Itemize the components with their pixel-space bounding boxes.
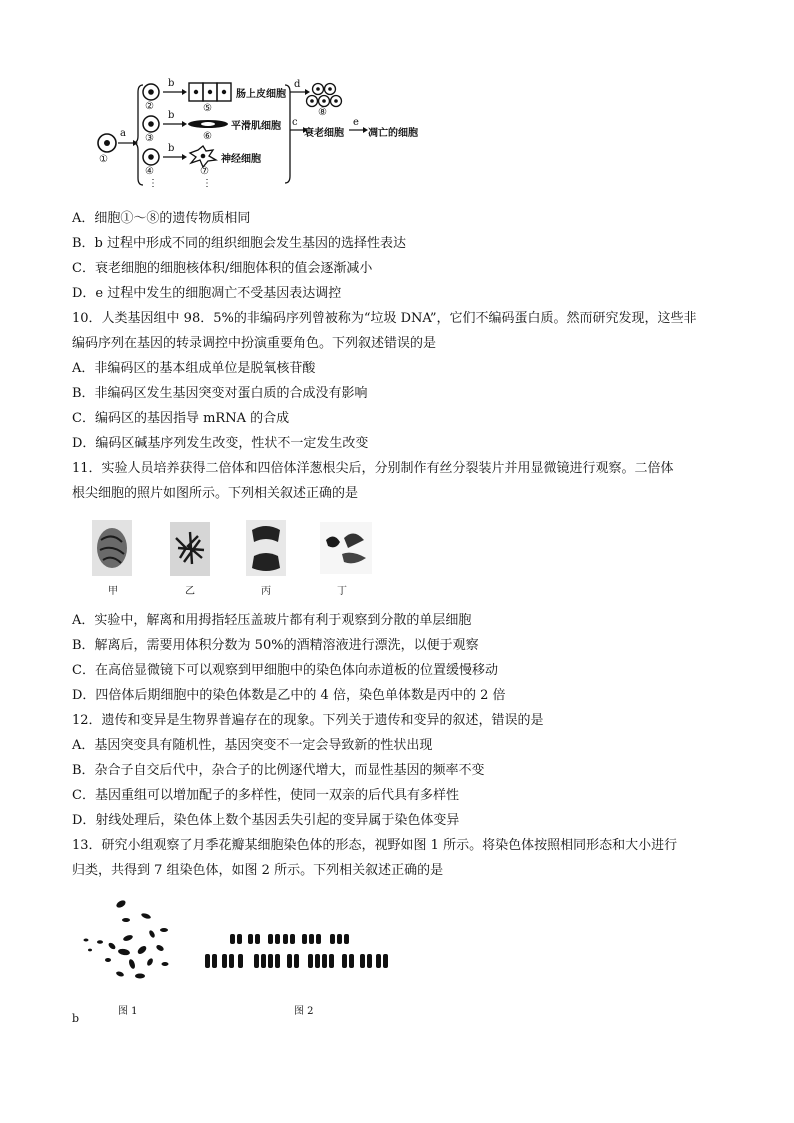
q11-option-a: A．实验中，解离和用拇指轻压盖玻片都有利于观察到分散的单层细胞: [72, 613, 472, 628]
intestinal-cell-label: 肠上皮细胞: [236, 89, 286, 100]
q11-option-c: C．在高倍显微镜下可以观察到甲细胞中的染色体向赤道板的位置缓慢移动: [72, 663, 498, 678]
arrow-d-label: d: [294, 79, 301, 90]
dead-cell-label: 凋亡的细胞: [368, 128, 418, 139]
arrow-a-label: a: [120, 128, 126, 139]
cell-5-label: ⑤: [203, 103, 212, 114]
q11-option-b: B．解离后，需要用体积分数为 50%的酒精溶液进行漂洗，以便于观察: [72, 638, 479, 653]
q12-option-b: B．杂合子自交后代中，杂合子的比例逐代增大，而显性基因的频率不变: [72, 763, 485, 778]
q12-option-c: C．基因重组可以增加配子的多样性，使同一双亲的后代具有多样性: [72, 788, 459, 803]
figure-2-caption: 图 2: [294, 1006, 314, 1017]
q12-stem: 12．遗传和变异是生物界普遍存在的现象。下列关于遗传和变异的叙述，错误的是: [72, 713, 544, 728]
cell-6-label: ⑥: [203, 131, 212, 142]
diagram-graphics: [0, 0, 794, 200]
arrow-b-label-3: b: [168, 143, 175, 154]
q11-stem-line-2: 根尖细胞的照片如图所示。下列相关叙述正确的是: [72, 486, 359, 501]
photo-label-yi: 乙: [185, 586, 195, 597]
q9-option-b: B．b 过程中形成不同的组织细胞会发生基因的选择性表达: [72, 236, 407, 251]
q12-option-a: A．基因突变具有随机性，基因突变不一定会导致新的性状出现: [72, 738, 433, 753]
photo-label-jia: 甲: [108, 586, 118, 597]
ellipsis-left: ⋮: [148, 178, 158, 189]
cell-4-label: ④: [145, 166, 154, 177]
arrow-b-label-2: b: [168, 110, 175, 121]
chromosome-graphics: [0, 890, 794, 1010]
q11-stem-line-1: 11．实验人员培养获得二倍体和四倍体洋葱根尖后，分别制作有丝分裂装片并用显微镜进行观察。二倍体: [72, 461, 674, 476]
arrow-b-label-1: b: [168, 78, 175, 89]
cell-7-label: ⑦: [200, 166, 209, 177]
q11-option-d: D．四倍体后期细胞中的染色体数是乙中的 4 倍，染色单体数是丙中的 2 倍: [72, 688, 506, 703]
q12-option-d: D．射线处理后，染色体上数个基因丢失引起的变异属于染色体变异: [72, 813, 460, 828]
root-tip-photo-strip: [0, 518, 794, 598]
photo-label-ding: 丁: [337, 586, 347, 597]
q9-option-d: D．e 过程中发生的细胞凋亡不受基因表达调控: [72, 286, 342, 301]
q10-option-b: B．非编码区发生基因突变对蛋白质的合成没有影响: [72, 386, 368, 401]
smooth-muscle-cell-label: 平滑肌细胞: [231, 121, 281, 132]
q13-stem-line-2: 归类，共得到 7 组染色体，如图 2 所示。下列相关叙述正确的是: [72, 863, 444, 878]
q10-stem-line-1: 10．人类基因组中 98．5%的非编码序列曾被称为“垃圾 DNA”，它们不编码蛋白质。然而研究发现，这些非: [72, 311, 697, 326]
arrow-c-label: c: [292, 117, 298, 128]
q9-option-a: A．细胞①～⑧的遗传物质相同: [72, 211, 251, 226]
q10-option-c: C．编码区的基因指导 mRNA 的合成: [72, 411, 290, 426]
footer-mark: b: [72, 1012, 80, 1025]
cell-2-label: ②: [145, 101, 154, 112]
q10-option-d: D．编码区碱基序列发生改变，性状不一定发生改变: [72, 436, 369, 451]
q10-option-a: A．非编码区的基本组成单位是脱氧核苷酸: [72, 361, 316, 376]
q9-option-c: C．衰老细胞的细胞核体积/细胞体积的值会逐渐减小: [72, 261, 373, 276]
cell-3-label: ③: [145, 133, 154, 144]
nerve-cell-label: 神经细胞: [221, 154, 261, 165]
ellipsis-right: ⋮: [202, 178, 212, 189]
photo-label-bing: 丙: [261, 586, 271, 597]
aging-cell-label: 衰老细胞: [304, 128, 344, 139]
arrow-e-label: e: [353, 117, 359, 128]
q13-stem-line-1: 13．研究小组观察了月季花瓣某细胞染色体的形态，视野如图 1 所示。将染色体按照相同形态和大小进行: [72, 838, 678, 853]
cell-1-label: ①: [99, 154, 108, 165]
q10-stem-line-2: 编码序列在基因的转录调控中扮演重要角色。下列叙述错误的是: [72, 336, 437, 351]
cell-8-label: ⑧: [318, 107, 327, 118]
figure-1-caption: 图 1: [118, 1006, 138, 1017]
